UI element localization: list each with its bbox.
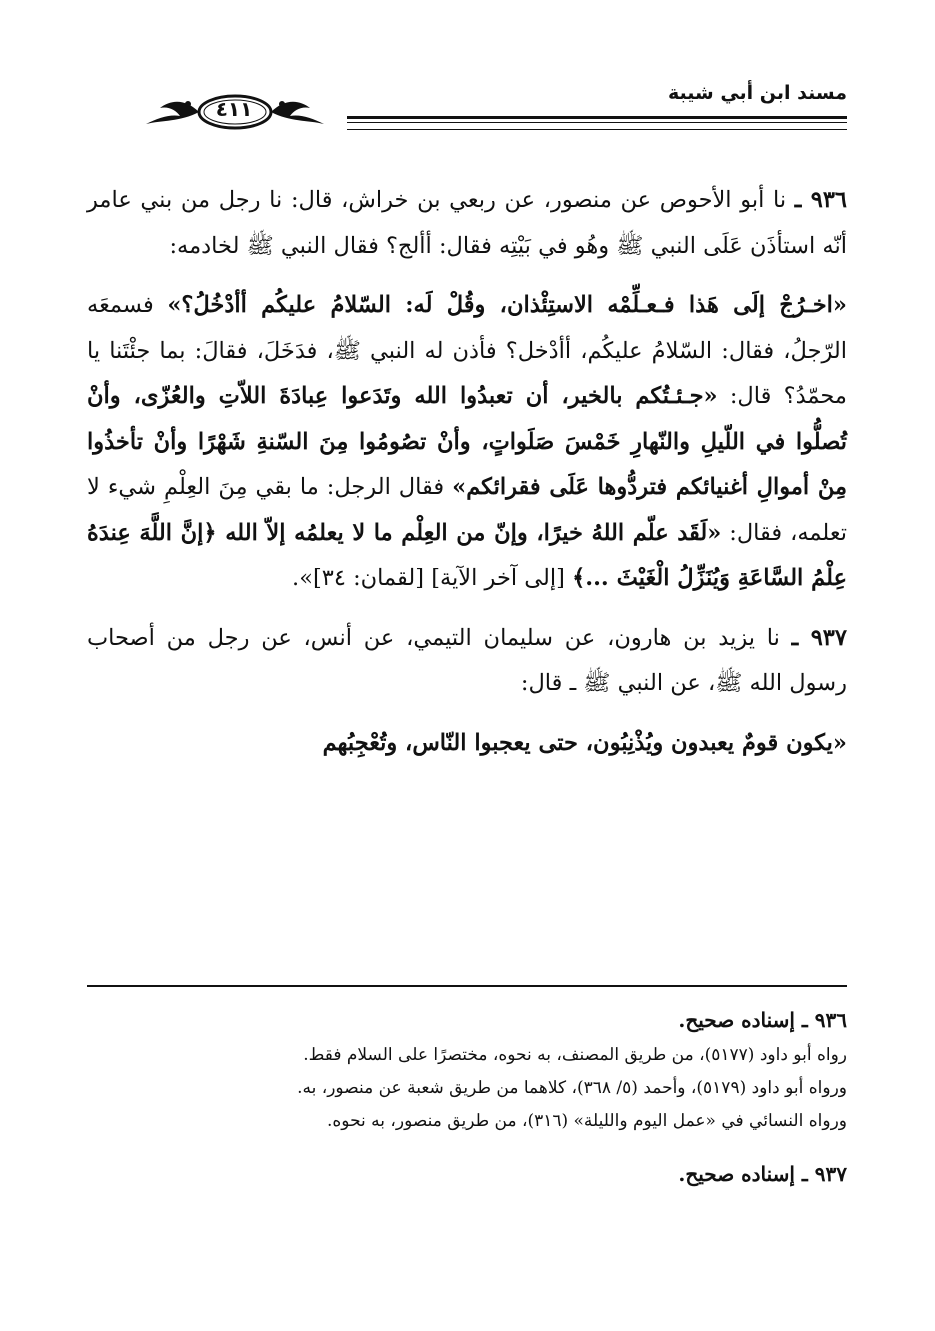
verse-reference: [إلى آخر الآية] [لقمان: ٣٤]».: [292, 565, 573, 591]
hadith-number: ٩٣٦ ـ: [794, 187, 847, 213]
narration-text: فسمعَه الرّجلُ، فقال: السّلامُ عليكُم، أأدْخل؟ فأذن له النبي ﷺ، فدَخَلَ، فقالَ: بما جئْتَنا يا محمّدُ؟ قال:: [87, 292, 847, 409]
footnotes: [87, 1000, 847, 1193]
footnote-line: رواه أبو داود (٥١٧٧)، من طريق المصنف، به نحوه، مختصرًا على السلام فقط.: [303, 1045, 847, 1065]
header-rule: [347, 116, 847, 130]
hadith-quote: «يكون قومٌ يعبدون ويُذْنِبُون، حتى يعجبوا النّاس، وتُعْجِبُهم: [322, 729, 847, 756]
footnote-heading-936: ٩٣٦ ـ إسناده صحيح.: [678, 1008, 847, 1032]
footnote-separator: [87, 985, 847, 987]
hadith-quote: «جـئـتُكم بالخير، أن تعبدُوا الله وتَدَعوا عِبادَةَ اللاّتِ والعُزّى، وأنْ تُصلُّوا في اللّيلِ والنّهارِ خَمْسَ صَلَواتٍ، وأنْ تصُومُوا مِنَ السّنةِ شَهْرًا وأنْ تأخذُوا مِنْ أموالِ أغنيائكم فتردُّوها عَلَى فقرائكم»: [87, 383, 847, 500]
running-title: مسند ابن أبي شيبة: [667, 82, 847, 104]
paragraph-937-hadith: [87, 721, 847, 767]
hadith-quote: «اخـرُجْ إلَى هَذا فـعـلِّمْه الاستِئْذان، وقُلْ لَه: السّلامُ عليكُم أأدْخُلُ؟»: [167, 292, 847, 318]
footnote-heading-937: ٩٣٧ ـ إسناده صحيح.: [678, 1162, 847, 1186]
paragraph-936-hadith: [87, 283, 847, 602]
footnote-line: ورواه النسائي في «عمل اليوم والليلة» (٣١٦)، من طريق منصور، به نحوه.: [326, 1111, 847, 1131]
narration-text: فقال الرجل: ما بقي مِنَ العِلْمِ شيء لا تعلمه، فقال:: [87, 474, 847, 546]
paragraph-936: [87, 178, 847, 269]
narration-text: نا يزيد بن هارون، عن سليمان التيمي، عن أنس، عن رجل من أصحاب رسول الله ﷺ، عن النبي ﷺ ـ قال:: [87, 624, 847, 696]
hadith-number: ٩٣٧ ـ: [791, 624, 847, 651]
paragraph-937: [87, 616, 847, 707]
page-number: ٤١١: [215, 97, 253, 121]
footnote-line: ورواه أبو داود (٥١٧٩)، وأحمد (٥/ ٣٦٨)، كلاهما من طريق شعبة عن منصور، به.: [297, 1078, 847, 1098]
footnote-gap: [87, 1138, 847, 1154]
hadith-quote: «لَقَد علّم اللهُ خيرًا، وإنّ من العِلْم ما لا يعلمُه إلاّ الله ﴿إنَّ اللَّهَ عِندَهُ عِلْمُ السَّاعَةِ وَيُنَزِّلُ الْغَيْثَ ...﴾: [87, 519, 847, 591]
narration-text: نا أبو الأحوص عن منصور، عن ربعي بن خراش، قال: نا رجل من بني عامر أنّه استأذَن عَلَى النبي ﷺ وهُو في بَيْتِه فقال: أألج؟ فقال النبي ﷺ لخادمه:: [87, 187, 847, 259]
main-text: [87, 178, 847, 780]
